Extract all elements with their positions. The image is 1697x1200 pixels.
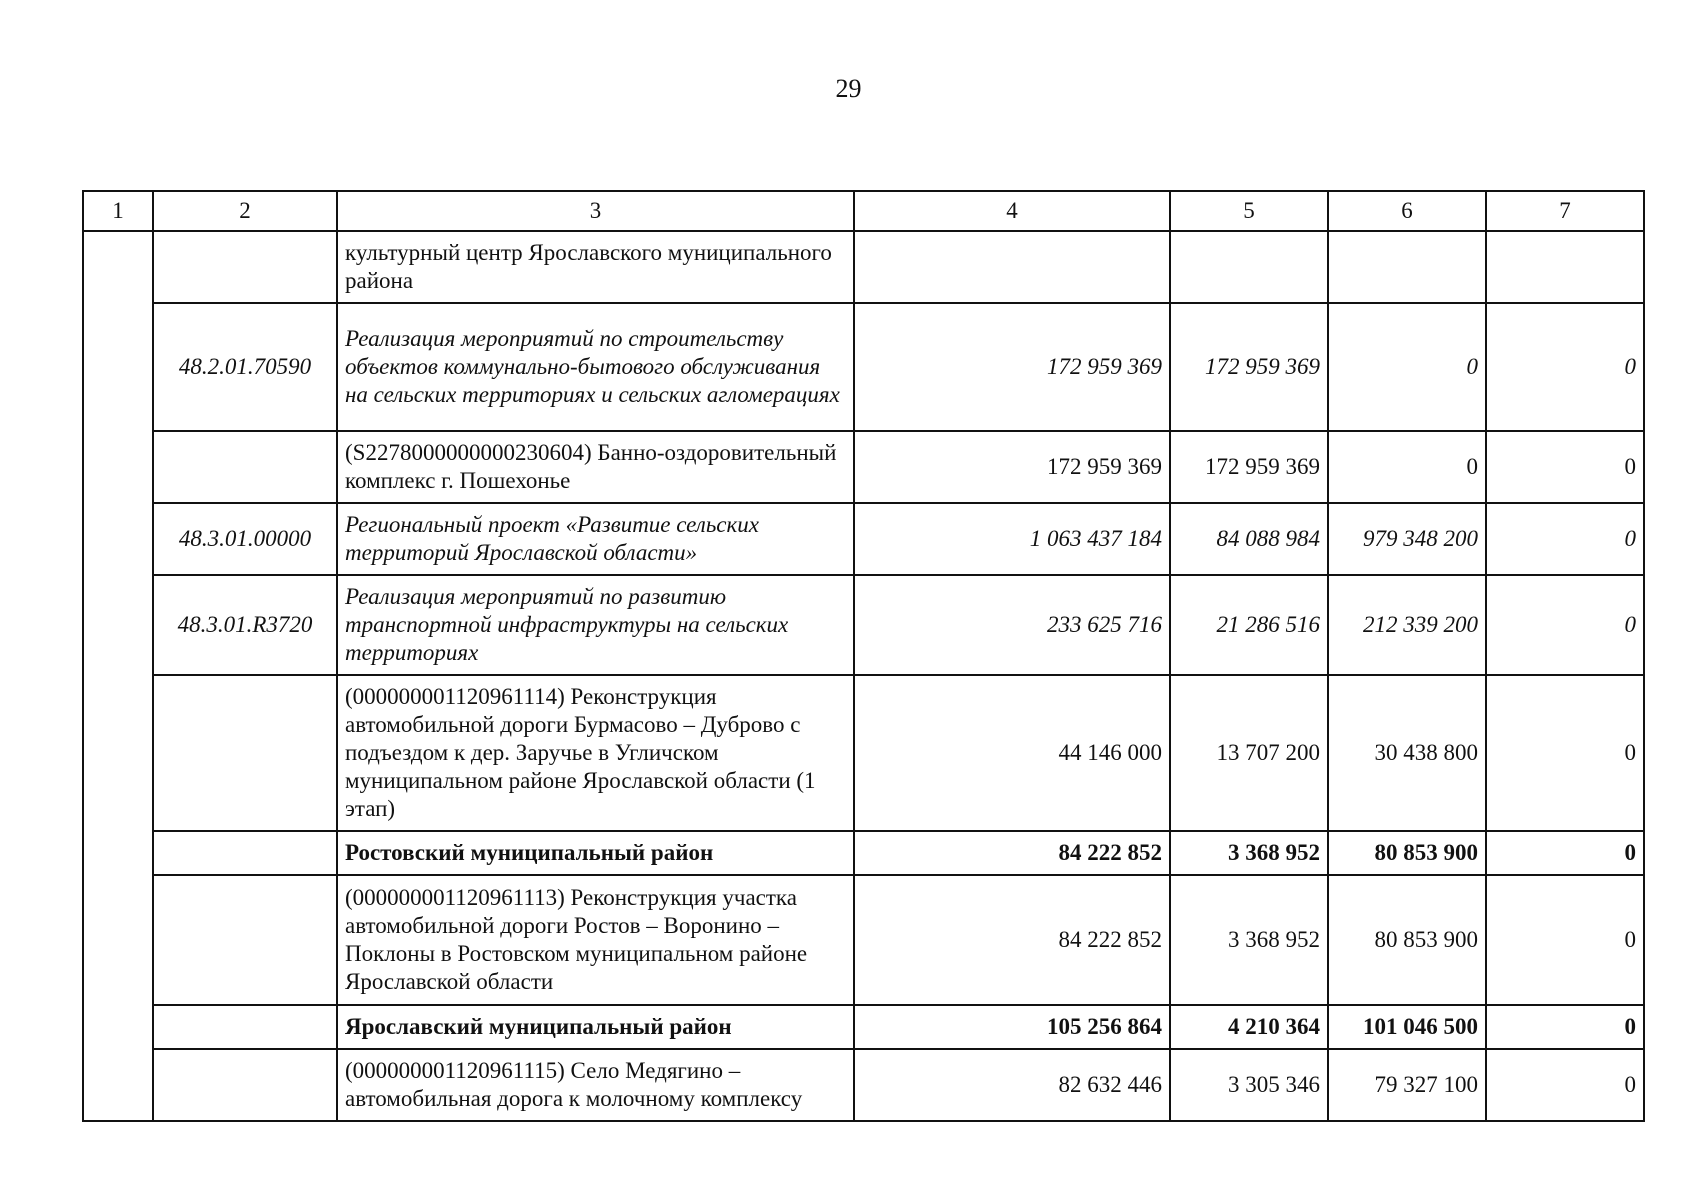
row-col5: 4 210 364 [1170, 1005, 1328, 1049]
row-col6: 101 046 500 [1328, 1005, 1486, 1049]
row-col7: 0 [1486, 503, 1644, 575]
budget-table [82, 190, 1645, 1122]
row-col4: 233 625 716 [854, 575, 1170, 675]
row-col5: 172 959 369 [1170, 431, 1328, 503]
row-code: 48.3.01.R3720 [153, 575, 337, 675]
header-col-1: 1 [83, 191, 153, 231]
row-col4: 1 063 437 184 [854, 503, 1170, 575]
row-col4: 172 959 369 [854, 431, 1170, 503]
row-name: Ярославский муниципальный район [337, 1005, 854, 1049]
row-col7: 0 [1486, 831, 1644, 875]
row-code [153, 1049, 337, 1121]
row-name: (000000001120961114) Реконструкция автомобильной дороги Бурмасово – Дуброво с подъездом к дер. Заручье в Угличском муниципальном районе Ярославской области (1 этап) [337, 675, 854, 831]
row-col6: 212 339 200 [1328, 575, 1486, 675]
row-col6: 979 348 200 [1328, 503, 1486, 575]
row-name: Ростовский муниципальный район [337, 831, 854, 875]
row-code [153, 831, 337, 875]
row-name: Реализация мероприятий по строительству объектов коммунально-бытового обслуживания на сельских территориях и сельских агломерациях [337, 303, 854, 431]
row-name: (000000001120961115) Село Медягино – автомобильная дорога к молочному комплексу [337, 1049, 854, 1121]
table-row [83, 1049, 1644, 1121]
row-col7: 0 [1486, 303, 1644, 431]
row-col6: 0 [1328, 303, 1486, 431]
table-row [83, 303, 1644, 431]
row-col6: 80 853 900 [1328, 831, 1486, 875]
row-name: (000000001120961113) Реконструкция участка автомобильной дороги Ростов – Воронино – Поклоны в Ростовском муниципальном районе Ярославской области [337, 875, 854, 1005]
page-number: 29 [835, 74, 862, 103]
row-col7: 0 [1486, 675, 1644, 831]
row-col6 [1328, 231, 1486, 303]
row-col6: 30 438 800 [1328, 675, 1486, 831]
row-code [153, 675, 337, 831]
table-row [83, 503, 1644, 575]
row-col5: 3 368 952 [1170, 831, 1328, 875]
table-row [83, 575, 1644, 675]
row-col7: 0 [1486, 1005, 1644, 1049]
row-name: (S2278000000000230604) Банно-оздоровительный комплекс г. Пошехонье [337, 431, 854, 503]
row-col6: 0 [1328, 431, 1486, 503]
row-col4: 82 632 446 [854, 1049, 1170, 1121]
row-col7: 0 [1486, 575, 1644, 675]
row-code [153, 231, 337, 303]
row-code: 48.3.01.00000 [153, 503, 337, 575]
table-row [83, 875, 1644, 1005]
row-col6: 80 853 900 [1328, 875, 1486, 1005]
row-col7: 0 [1486, 875, 1644, 1005]
row-name: Региональный проект «Развитие сельских территорий Ярославской области» [337, 503, 854, 575]
row-col7: 0 [1486, 431, 1644, 503]
row-col7: 0 [1486, 1049, 1644, 1121]
header-col-7: 7 [1486, 191, 1644, 231]
row-name: Реализация мероприятий по развитию транспортной инфраструктуры на сельских территориях [337, 575, 854, 675]
row-col6: 79 327 100 [1328, 1049, 1486, 1121]
row-code: 48.2.01.70590 [153, 303, 337, 431]
table-row [83, 231, 1644, 303]
row-col4: 84 222 852 [854, 831, 1170, 875]
table-row [83, 831, 1644, 875]
header-col-2: 2 [153, 191, 337, 231]
table-row [83, 431, 1644, 503]
row-name: культурный центр Ярославского муниципального района [337, 231, 854, 303]
row-col5: 3 368 952 [1170, 875, 1328, 1005]
row-col4: 44 146 000 [854, 675, 1170, 831]
column-1-cell [83, 231, 153, 1121]
row-col4: 84 222 852 [854, 875, 1170, 1005]
row-code [153, 1005, 337, 1049]
row-col4: 172 959 369 [854, 303, 1170, 431]
row-col5: 3 305 346 [1170, 1049, 1328, 1121]
row-col7 [1486, 231, 1644, 303]
row-col4: 105 256 864 [854, 1005, 1170, 1049]
row-col4 [854, 231, 1170, 303]
row-code [153, 431, 337, 503]
header-col-4: 4 [854, 191, 1170, 231]
table-row [83, 675, 1644, 831]
row-code [153, 875, 337, 1005]
table-header-row [83, 191, 1644, 231]
table-row [83, 1005, 1644, 1049]
header-col-3: 3 [337, 191, 854, 231]
row-col5: 13 707 200 [1170, 675, 1328, 831]
row-col5: 172 959 369 [1170, 303, 1328, 431]
row-col5: 21 286 516 [1170, 575, 1328, 675]
row-col5: 84 088 984 [1170, 503, 1328, 575]
row-col5 [1170, 231, 1328, 303]
header-col-5: 5 [1170, 191, 1328, 231]
header-col-6: 6 [1328, 191, 1486, 231]
